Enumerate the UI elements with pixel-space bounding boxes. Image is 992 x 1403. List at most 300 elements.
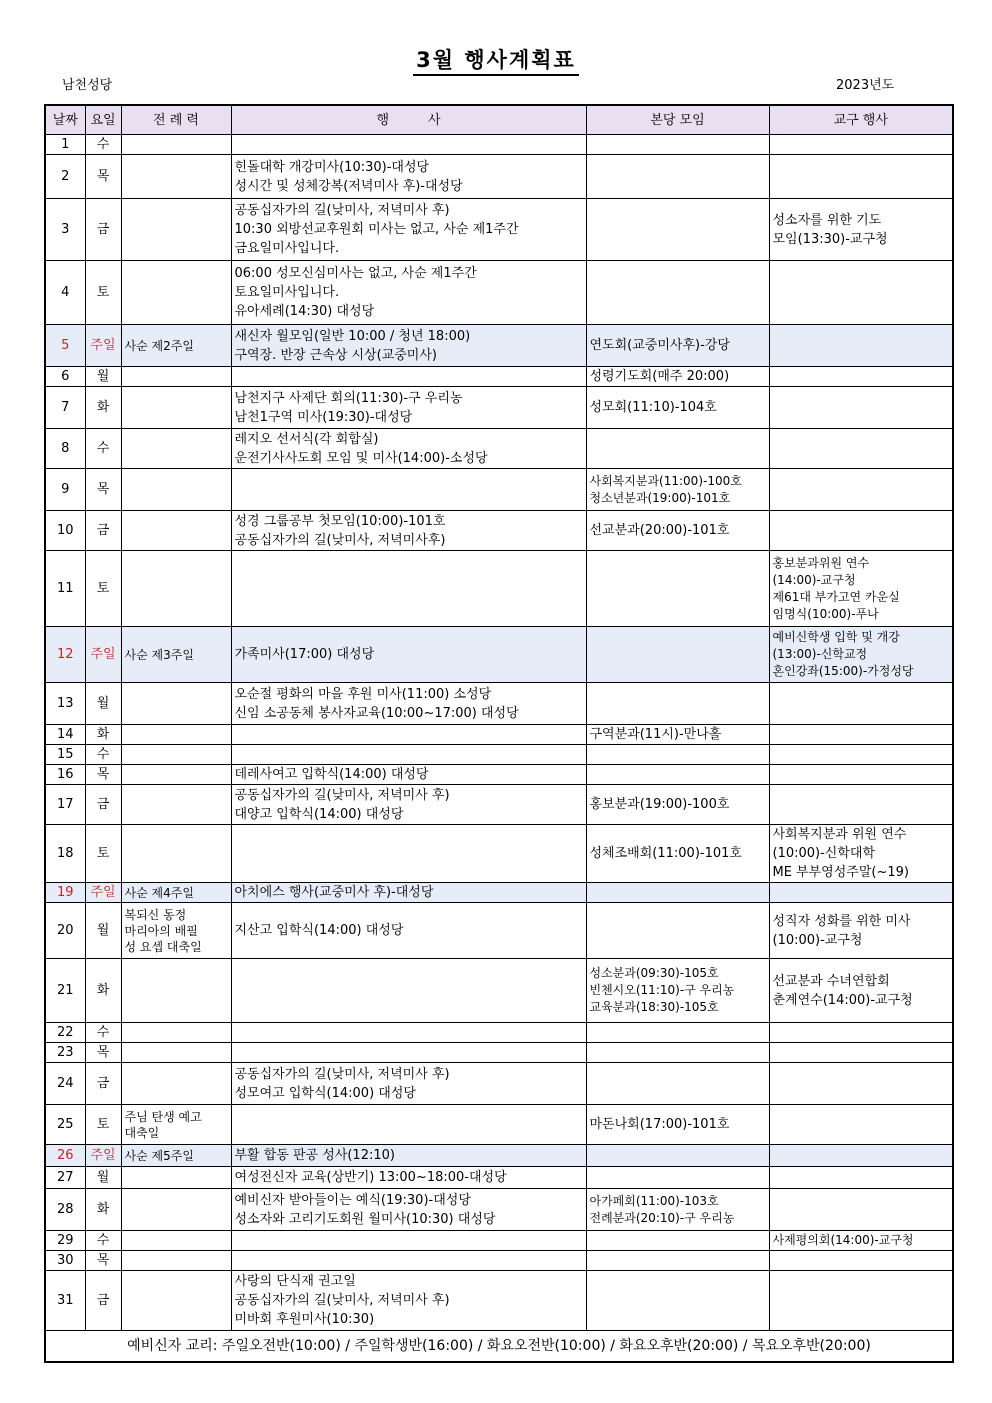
weekday-cell: 주일 bbox=[85, 1145, 121, 1167]
parish-meeting-cell-line: 홍보분과(19:00)-100호 bbox=[589, 797, 730, 812]
header-events: 행 사 bbox=[231, 105, 586, 135]
table-row bbox=[45, 1145, 953, 1167]
year-label: 2023년도 bbox=[836, 78, 895, 93]
weekday-cell: 수 bbox=[85, 1231, 121, 1251]
day-cell: 20 bbox=[45, 903, 85, 959]
weekday-cell: 수 bbox=[85, 135, 121, 155]
table-row bbox=[45, 387, 953, 429]
day-cell: 5 bbox=[45, 325, 85, 367]
event-cell-line: 오순절 평화의 마을 후원 미사(11:00) 소성당 bbox=[234, 686, 492, 702]
table-row bbox=[45, 959, 953, 1023]
weekday-cell: 주일 bbox=[85, 627, 121, 683]
table-row bbox=[45, 627, 953, 683]
weekday-cell: 금 bbox=[85, 785, 121, 825]
event-cell-line: 새신자 월모임(일반 10:00 / 청년 18:00) bbox=[234, 328, 471, 344]
parish-meeting-cell-line: 성령기도회(매주 20:00) bbox=[589, 369, 730, 384]
parish-meeting-cell-line: 선교분과(20:00)-101호 bbox=[589, 523, 730, 538]
event-cell-line: 데레사여고 입학식(14:00) 대성당 bbox=[234, 767, 429, 782]
diocese-event-cell bbox=[769, 883, 953, 903]
table-row bbox=[45, 745, 953, 765]
diocese-event-cell-line: 모임(13:30)-교구청 bbox=[772, 231, 888, 247]
event-cell-line: 대양고 입학식(14:00) 대성당 bbox=[234, 806, 404, 822]
event-cell-line: 신임 소공동체 봉사자교육(10:00~17:00) 대성당 bbox=[234, 705, 519, 721]
event-cell-line: 아치에스 행사(교중미사 후)-대성당 bbox=[234, 885, 434, 900]
diocese-event-cell bbox=[769, 1145, 953, 1167]
diocese-event-cell-line: 예비신학생 입학 및 개강 bbox=[772, 630, 900, 644]
day-cell: 14 bbox=[45, 725, 85, 745]
liturgy-cell-line: 마리아의 배필 bbox=[124, 923, 198, 938]
weekday-cell: 수 bbox=[85, 1023, 121, 1043]
day-cell: 29 bbox=[45, 1231, 85, 1251]
table-row bbox=[45, 135, 953, 155]
liturgy-cell bbox=[121, 1063, 231, 1105]
day-cell: 19 bbox=[45, 883, 85, 903]
liturgy-cell bbox=[121, 959, 231, 1023]
day-cell: 13 bbox=[45, 683, 85, 725]
diocese-event-cell-line: ME 부부영성주말(~19) bbox=[772, 865, 909, 880]
table-row bbox=[45, 785, 953, 825]
diocese-event-cell bbox=[769, 1189, 953, 1231]
event-cell bbox=[231, 1043, 586, 1063]
diocese-event-cell bbox=[769, 725, 953, 745]
diocese-event-cell bbox=[769, 1271, 953, 1331]
parish-meeting-cell bbox=[586, 551, 769, 627]
event-cell-line: 구역장. 반장 근속상 시상(교중미사) bbox=[234, 347, 437, 363]
event-cell bbox=[231, 1189, 586, 1231]
diocese-event-cell bbox=[769, 155, 953, 199]
day-cell: 15 bbox=[45, 745, 85, 765]
parish-meeting-cell-line: 성소분과(09:30)-105호 bbox=[589, 966, 719, 980]
parish-meeting-cell bbox=[586, 135, 769, 155]
weekday-cell: 월 bbox=[85, 683, 121, 725]
parish-meeting-cell bbox=[586, 199, 769, 261]
event-cell bbox=[231, 155, 586, 199]
table-row bbox=[45, 903, 953, 959]
liturgy-cell bbox=[121, 199, 231, 261]
weekday-cell: 화 bbox=[85, 387, 121, 429]
diocese-event-cell bbox=[769, 1231, 953, 1251]
diocese-event-cell-line: 사회복지분과 위원 연수 bbox=[772, 827, 907, 842]
table-row bbox=[45, 199, 953, 261]
parish-meeting-cell-line: 마돈나회(17:00)-101호 bbox=[589, 1117, 730, 1132]
weekday-cell: 금 bbox=[85, 1063, 121, 1105]
parish-meeting-cell bbox=[586, 469, 769, 511]
liturgy-cell bbox=[121, 1023, 231, 1043]
event-cell bbox=[231, 199, 586, 261]
event-cell bbox=[231, 1105, 586, 1145]
parish-meeting-cell-line: 구역분과(11시)-만나홀 bbox=[589, 727, 722, 742]
event-cell bbox=[231, 903, 586, 959]
diocese-event-cell bbox=[769, 325, 953, 367]
event-cell-line: 공동십자가의 길(낮미사, 저녁미사후) bbox=[234, 532, 446, 548]
parish-meeting-cell-line: 성체조배회(11:00)-101호 bbox=[589, 846, 742, 861]
liturgy-cell-line: 성 요셉 대축일 bbox=[124, 939, 202, 954]
parish-meeting-cell bbox=[586, 725, 769, 745]
weekday-cell: 월 bbox=[85, 367, 121, 387]
liturgy-cell bbox=[121, 325, 231, 367]
event-cell-line: 공동십자가의 길(낮미사, 저녁미사 후) bbox=[234, 1066, 450, 1082]
diocese-event-cell bbox=[769, 1063, 953, 1105]
day-cell: 28 bbox=[45, 1189, 85, 1231]
table-row bbox=[45, 1231, 953, 1251]
parish-meeting-cell bbox=[586, 511, 769, 551]
table-row bbox=[45, 155, 953, 199]
schedule-rows bbox=[45, 135, 953, 1331]
weekday-cell: 토 bbox=[85, 825, 121, 883]
liturgy-cell bbox=[121, 155, 231, 199]
event-cell-line: 10:30 외방선교후원회 미사는 없고, 사순 제1주간 bbox=[234, 222, 519, 237]
table-row bbox=[45, 511, 953, 551]
diocese-event-cell-line: 혼인강좌(15:00)-가정성당 bbox=[772, 664, 914, 678]
diocese-event-cell bbox=[769, 199, 953, 261]
day-cell: 16 bbox=[45, 765, 85, 785]
event-cell-line: 성모여고 입학식(14:00) 대성당 bbox=[234, 1085, 416, 1101]
parish-meeting-cell bbox=[586, 1167, 769, 1189]
day-cell: 31 bbox=[45, 1271, 85, 1331]
parish-meeting-cell bbox=[586, 765, 769, 785]
weekday-cell: 토 bbox=[85, 1105, 121, 1145]
liturgy-cell bbox=[121, 725, 231, 745]
weekday-cell: 토 bbox=[85, 261, 121, 325]
parish-meeting-cell bbox=[586, 959, 769, 1023]
liturgy-cell-line: 사순 제3주일 bbox=[124, 647, 194, 662]
event-cell bbox=[231, 765, 586, 785]
event-cell-line: 성시간 및 성체강복(저녁미사 후)-대성당 bbox=[234, 178, 463, 194]
weekday-cell: 목 bbox=[85, 765, 121, 785]
parish-meeting-cell bbox=[586, 683, 769, 725]
diocese-event-cell bbox=[769, 551, 953, 627]
liturgy-cell bbox=[121, 1271, 231, 1331]
table-row bbox=[45, 551, 953, 627]
liturgy-cell bbox=[121, 683, 231, 725]
event-cell bbox=[231, 683, 586, 725]
liturgy-cell bbox=[121, 627, 231, 683]
diocese-event-cell bbox=[769, 367, 953, 387]
day-cell: 23 bbox=[45, 1043, 85, 1063]
parish-meeting-cell-line: 교육분과(18:30)-105호 bbox=[589, 1000, 719, 1014]
parish-meeting-cell bbox=[586, 1251, 769, 1271]
parish-meeting-cell-line: 연도회(교중미사후)-강당 bbox=[589, 338, 730, 353]
parish-meeting-cell bbox=[586, 903, 769, 959]
liturgy-cell bbox=[121, 1251, 231, 1271]
liturgy-cell bbox=[121, 745, 231, 765]
event-cell bbox=[231, 1167, 586, 1189]
parish-meeting-cell bbox=[586, 367, 769, 387]
parish-meeting-cell bbox=[586, 1189, 769, 1231]
day-cell: 22 bbox=[45, 1023, 85, 1043]
day-cell: 10 bbox=[45, 511, 85, 551]
event-cell-line: 운전기사사도회 모임 및 미사(14:00)-소성당 bbox=[234, 450, 488, 466]
event-cell bbox=[231, 1231, 586, 1251]
diocese-event-cell-line: 제61대 부가고연 카운실 bbox=[772, 589, 900, 604]
diocese-event-cell-line: (10:00)-신학대학 bbox=[772, 846, 876, 861]
event-cell bbox=[231, 325, 586, 367]
liturgy-cell bbox=[121, 785, 231, 825]
event-cell bbox=[231, 261, 586, 325]
diocese-event-cell bbox=[769, 745, 953, 765]
day-cell: 6 bbox=[45, 367, 85, 387]
diocese-event-cell-line: (14:00)-교구청 bbox=[772, 572, 856, 587]
diocese-event-cell bbox=[769, 959, 953, 1023]
weekday-cell: 월 bbox=[85, 903, 121, 959]
event-cell-line: 가족미사(17:00) 대성당 bbox=[234, 647, 375, 662]
header-parish-meetings: 본당 모임 bbox=[586, 105, 769, 135]
table-row bbox=[45, 1189, 953, 1231]
diocese-event-cell-line: 춘계연수(14:00)-교구청 bbox=[772, 992, 913, 1008]
day-cell: 27 bbox=[45, 1167, 85, 1189]
day-cell: 1 bbox=[45, 135, 85, 155]
liturgy-cell bbox=[121, 765, 231, 785]
diocese-event-cell bbox=[769, 1167, 953, 1189]
table-row bbox=[45, 429, 953, 469]
table-row bbox=[45, 1043, 953, 1063]
liturgy-cell bbox=[121, 1145, 231, 1167]
event-cell-line: 미바회 후원미사(10:30) bbox=[234, 1312, 375, 1327]
event-cell-line: 남천1구역 미사(19:30)-대성당 bbox=[234, 409, 413, 425]
parish-meeting-cell bbox=[586, 825, 769, 883]
day-cell: 9 bbox=[45, 469, 85, 511]
table-row bbox=[45, 725, 953, 745]
header-weekday: 요일 bbox=[85, 105, 121, 135]
page-title: 3월 행사계획표 bbox=[0, 44, 992, 74]
parish-meeting-cell-line: 사회복지분과(11:00)-100호 bbox=[589, 473, 742, 488]
liturgy-cell-line: 주님 탄생 예고 bbox=[124, 1109, 202, 1124]
liturgy-cell bbox=[121, 1189, 231, 1231]
parish-meeting-cell bbox=[586, 1145, 769, 1167]
table-row bbox=[45, 1063, 953, 1105]
parish-meeting-cell bbox=[586, 1063, 769, 1105]
diocese-event-cell bbox=[769, 1251, 953, 1271]
day-cell: 18 bbox=[45, 825, 85, 883]
liturgy-cell-line: 복되신 동정 bbox=[124, 907, 187, 922]
parish-meeting-cell-line: 전례분과(20:10)-구 우리농 bbox=[589, 1210, 735, 1225]
event-cell bbox=[231, 135, 586, 155]
parish-meeting-cell bbox=[586, 1271, 769, 1331]
parish-name: 남천성당 bbox=[62, 78, 113, 93]
liturgy-cell-line: 사순 제4주일 bbox=[124, 885, 194, 900]
weekday-cell: 화 bbox=[85, 725, 121, 745]
diocese-event-cell bbox=[769, 1043, 953, 1063]
event-cell-line: 공동십자가의 길(낮미사, 저녁미사 후) bbox=[234, 787, 450, 803]
event-cell-line: 성소자와 고리기도회원 월미사(10:30) 대성당 bbox=[234, 1211, 496, 1227]
event-cell bbox=[231, 1271, 586, 1331]
event-cell bbox=[231, 1145, 586, 1167]
liturgy-cell bbox=[121, 429, 231, 469]
diocese-event-cell bbox=[769, 261, 953, 325]
event-cell bbox=[231, 429, 586, 469]
event-cell bbox=[231, 959, 586, 1023]
event-cell-line: 예비신자 받아들이는 예식(19:30)-대성당 bbox=[234, 1192, 471, 1208]
diocese-event-cell-line: (13:00)-신학교정 bbox=[772, 647, 868, 661]
liturgy-cell bbox=[121, 387, 231, 429]
weekday-cell: 월 bbox=[85, 1167, 121, 1189]
parish-meeting-cell bbox=[586, 155, 769, 199]
diocese-event-cell-line: 선교분과 수녀연합회 bbox=[772, 973, 890, 989]
event-cell bbox=[231, 511, 586, 551]
liturgy-cell bbox=[121, 1043, 231, 1063]
parish-meeting-cell bbox=[586, 745, 769, 765]
weekday-cell: 목 bbox=[85, 155, 121, 199]
event-cell bbox=[231, 1063, 586, 1105]
day-cell: 4 bbox=[45, 261, 85, 325]
event-cell bbox=[231, 551, 586, 627]
day-cell: 25 bbox=[45, 1105, 85, 1145]
event-cell bbox=[231, 627, 586, 683]
table-row bbox=[45, 883, 953, 903]
event-cell bbox=[231, 367, 586, 387]
day-cell: 21 bbox=[45, 959, 85, 1023]
event-cell-line: 유아세례(14:30) 대성당 bbox=[234, 304, 375, 319]
parish-meeting-cell-line: 청소년분과(19:00)-101호 bbox=[589, 490, 731, 505]
day-cell: 24 bbox=[45, 1063, 85, 1105]
table-row bbox=[45, 367, 953, 387]
weekday-cell: 수 bbox=[85, 429, 121, 469]
table-row bbox=[45, 325, 953, 367]
event-cell-line: 레지오 선서식(각 회합실) bbox=[234, 431, 379, 447]
diocese-event-cell bbox=[769, 785, 953, 825]
liturgy-cell bbox=[121, 469, 231, 511]
parish-meeting-cell bbox=[586, 429, 769, 469]
event-cell bbox=[231, 825, 586, 883]
liturgy-cell bbox=[121, 903, 231, 959]
table-row bbox=[45, 825, 953, 883]
liturgy-cell bbox=[121, 367, 231, 387]
weekday-cell: 목 bbox=[85, 1251, 121, 1271]
parish-meeting-cell bbox=[586, 627, 769, 683]
diocese-event-cell bbox=[769, 683, 953, 725]
diocese-event-cell-line: 성소자를 위한 기도 bbox=[772, 212, 882, 228]
day-cell: 7 bbox=[45, 387, 85, 429]
day-cell: 2 bbox=[45, 155, 85, 199]
diocese-event-cell bbox=[769, 903, 953, 959]
schedule-table bbox=[44, 104, 954, 1363]
weekday-cell: 주일 bbox=[85, 325, 121, 367]
parish-meeting-cell bbox=[586, 261, 769, 325]
diocese-event-cell bbox=[769, 511, 953, 551]
diocese-event-cell-line: 임명식(10:00)-푸나 bbox=[772, 606, 879, 621]
table-row bbox=[45, 765, 953, 785]
event-cell-line: 06:00 성모신심미사는 없고, 사순 제1주간 bbox=[234, 266, 477, 281]
table-row bbox=[45, 1271, 953, 1331]
parish-meeting-cell bbox=[586, 1043, 769, 1063]
weekday-cell: 목 bbox=[85, 1043, 121, 1063]
liturgy-cell-line: 대축일 bbox=[124, 1125, 160, 1140]
liturgy-cell bbox=[121, 135, 231, 155]
event-cell bbox=[231, 883, 586, 903]
liturgy-cell bbox=[121, 825, 231, 883]
diocese-event-cell bbox=[769, 1105, 953, 1145]
event-cell-line: 힌돌대학 개강미사(10:30)-대성당 bbox=[234, 159, 430, 175]
parish-meeting-cell bbox=[586, 325, 769, 367]
diocese-event-cell bbox=[769, 627, 953, 683]
weekday-cell: 토 bbox=[85, 551, 121, 627]
parish-meeting-cell bbox=[586, 387, 769, 429]
table-row bbox=[45, 683, 953, 725]
diocese-event-cell bbox=[769, 469, 953, 511]
day-cell: 12 bbox=[45, 627, 85, 683]
event-cell bbox=[231, 785, 586, 825]
parish-meeting-cell bbox=[586, 1231, 769, 1251]
event-cell-line: 지산고 입학식(14:00) 대성당 bbox=[234, 923, 404, 938]
diocese-event-cell bbox=[769, 765, 953, 785]
diocese-event-cell bbox=[769, 825, 953, 883]
table-row bbox=[45, 469, 953, 511]
parish-meeting-cell bbox=[586, 1105, 769, 1145]
liturgy-cell bbox=[121, 511, 231, 551]
liturgy-cell-line: 사순 제5주일 bbox=[124, 1148, 194, 1163]
event-cell bbox=[231, 1251, 586, 1271]
liturgy-cell bbox=[121, 1105, 231, 1145]
day-cell: 17 bbox=[45, 785, 85, 825]
diocese-event-cell-line: (10:00)-교구청 bbox=[772, 932, 863, 948]
weekday-cell: 주일 bbox=[85, 883, 121, 903]
liturgy-cell-line: 사순 제2주일 bbox=[124, 338, 194, 353]
event-cell-line: 공동십자가의 길(낮미사, 저녁미사 후) bbox=[234, 203, 450, 218]
event-cell-line: 공동십자가의 길(낮미사, 저녁미사 후) bbox=[234, 1293, 450, 1308]
weekday-cell: 목 bbox=[85, 469, 121, 511]
header-liturgy: 전 례 력 bbox=[121, 105, 231, 135]
event-cell bbox=[231, 745, 586, 765]
weekday-cell: 금 bbox=[85, 511, 121, 551]
event-cell-line: 금요일미사입니다. bbox=[234, 241, 340, 256]
table-row bbox=[45, 261, 953, 325]
event-cell-line: 성경 그룹공부 첫모임(10:00)-101호 bbox=[234, 513, 446, 529]
parish-meeting-cell-line: 아가페회(11:00)-103호 bbox=[589, 1193, 719, 1208]
parish-meeting-cell-line: 빈첸시오(11:10)-구 우리농 bbox=[589, 983, 735, 997]
liturgy-cell bbox=[121, 883, 231, 903]
table-row bbox=[45, 1105, 953, 1145]
header-row bbox=[45, 105, 953, 135]
diocese-event-cell-line: 성직자 성화를 위한 미사 bbox=[772, 913, 911, 929]
weekday-cell: 금 bbox=[85, 1271, 121, 1331]
weekday-cell: 수 bbox=[85, 745, 121, 765]
event-cell bbox=[231, 387, 586, 429]
day-cell: 11 bbox=[45, 551, 85, 627]
diocese-event-cell-line: 사제평의회(14:00)-교구청 bbox=[772, 1233, 914, 1247]
event-cell-line: 사랑의 단식재 권고일 bbox=[234, 1274, 356, 1289]
day-cell: 26 bbox=[45, 1145, 85, 1167]
event-cell-line: 토요일미사입니다. bbox=[234, 285, 340, 300]
parish-meeting-cell bbox=[586, 785, 769, 825]
header-diocese-events: 교구 행사 bbox=[769, 105, 953, 135]
catechumen-schedule: 예비신자 교리: 주일오전반(10:00) / 주일학생반(16:00) / 화요오전반(10:00) / 화요오후반(20:00) / 목요오후반(20:00) bbox=[45, 1331, 953, 1363]
event-cell-line: 부활 합동 판공 성사(12:10) bbox=[234, 1148, 395, 1163]
table-row bbox=[45, 1023, 953, 1043]
event-cell bbox=[231, 469, 586, 511]
diocese-event-cell bbox=[769, 135, 953, 155]
footer-row bbox=[45, 1331, 953, 1363]
parish-meeting-cell-line: 성모회(11:10)-104호 bbox=[589, 400, 717, 415]
parish-meeting-cell bbox=[586, 883, 769, 903]
day-cell: 30 bbox=[45, 1251, 85, 1271]
day-cell: 8 bbox=[45, 429, 85, 469]
event-cell-line: 여성전신자 교육(상반기) 13:00~18:00-대성당 bbox=[234, 1170, 507, 1185]
diocese-event-cell bbox=[769, 429, 953, 469]
liturgy-cell bbox=[121, 551, 231, 627]
diocese-event-cell-line: 홍보분과위원 연수 bbox=[772, 555, 870, 570]
weekday-cell: 화 bbox=[85, 959, 121, 1023]
liturgy-cell bbox=[121, 1167, 231, 1189]
weekday-cell: 금 bbox=[85, 199, 121, 261]
header-date: 날짜 bbox=[45, 105, 85, 135]
liturgy-cell bbox=[121, 261, 231, 325]
parish-meeting-cell bbox=[586, 1023, 769, 1043]
diocese-event-cell bbox=[769, 1023, 953, 1043]
event-cell bbox=[231, 1023, 586, 1043]
event-cell bbox=[231, 725, 586, 745]
day-cell: 3 bbox=[45, 199, 85, 261]
diocese-event-cell bbox=[769, 387, 953, 429]
